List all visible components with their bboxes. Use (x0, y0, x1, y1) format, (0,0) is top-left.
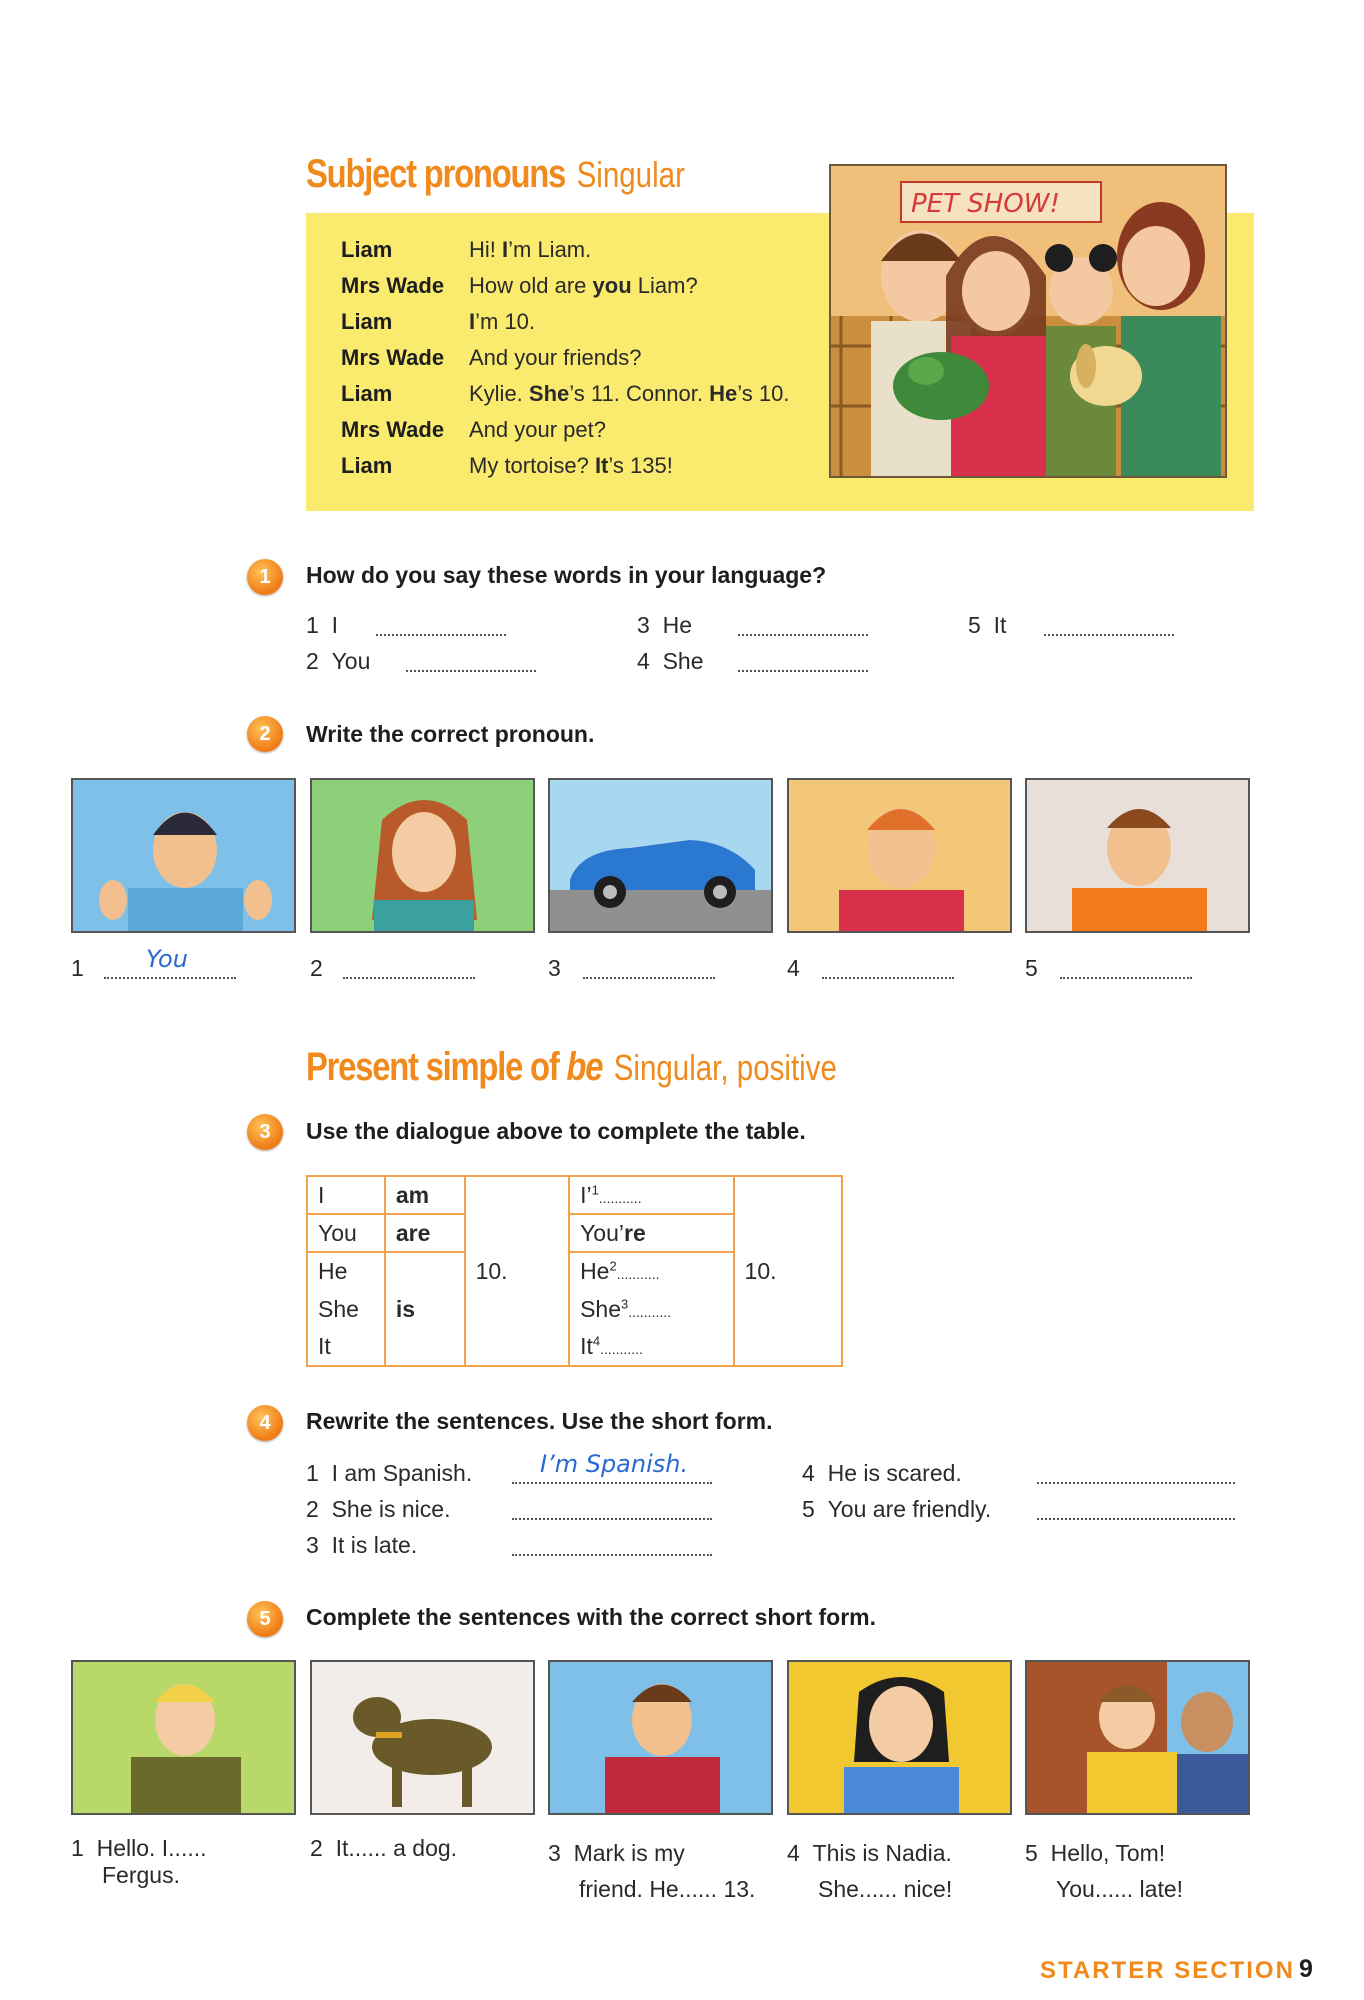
speaker: Mrs Wade (341, 417, 445, 442)
girl-image (312, 780, 535, 933)
section-title-text: Present simple of (306, 1045, 567, 1089)
line-text: And your friends? (469, 345, 642, 370)
exercise-1-badge: 1 (247, 559, 283, 595)
footer-section-label: STARTER SECTION (1040, 1957, 1295, 1984)
boy-orange-shirt-image (1027, 780, 1250, 933)
picture-nadia (787, 1660, 1012, 1815)
table-cell-short-form[interactable]: She$^3$........... (569, 1290, 733, 1328)
section-title-text: Subject pronouns (306, 152, 566, 196)
ex5-item-2: 2 It...... a dog. (310, 1835, 458, 1861)
table-cell-pronoun: He (307, 1252, 385, 1290)
ex4-handwritten-answer-1: I’m Spanish. (540, 1450, 689, 1478)
picture-boy-suit (71, 1660, 296, 1815)
ex2-number: 1 (71, 955, 84, 981)
section-title-present-simple-be (306, 1045, 837, 1090)
ex2-number: 5 (1025, 955, 1038, 981)
exercise-4-badge: 4 (247, 1405, 283, 1441)
table-cell-age: 10. (734, 1176, 842, 1366)
line-text: My tortoise? It’s 135! (469, 453, 673, 478)
boy-red-jacket-image (789, 780, 1012, 933)
ex5-item-3: 3 Mark is my friend. He...... 13. (548, 1840, 756, 1902)
dialogue-line (341, 453, 673, 489)
ex1-item: 2 You (306, 648, 371, 674)
nadia-image (789, 1662, 1012, 1815)
picture-girl (310, 778, 535, 933)
table-cell-short-form[interactable]: It$^4$........... (569, 1328, 733, 1366)
ex1-item: 3 He (637, 612, 692, 638)
table-cell-age: 10. (465, 1176, 569, 1366)
ex4-answer-line-4[interactable] (1037, 1466, 1235, 1484)
table-cell-short-form[interactable]: He$^2$........... (569, 1252, 733, 1290)
speaker: Liam (341, 237, 393, 262)
ex2-number: 2 (310, 955, 323, 981)
section-subtitle: Singular, positive (613, 1047, 837, 1088)
svg-text:PET SHOW!: PET SHOW! (911, 189, 1060, 219)
ex2-handwritten-answer-1: You (146, 945, 188, 973)
dog-image (312, 1662, 535, 1815)
dialogue-line (341, 273, 698, 309)
line-text: And your pet? (469, 417, 606, 442)
exercise-3-title: Use the dialogue above to complete the table. (306, 1118, 806, 1144)
exercise-3-badge: 3 (247, 1114, 283, 1150)
ex4-item: 2 She is nice. (306, 1496, 451, 1522)
exercise-5-badge: 5 (247, 1601, 283, 1637)
picture-mark (548, 1660, 773, 1815)
table-cell-verb: are (385, 1214, 465, 1252)
section-title-subject-pronouns (306, 152, 685, 197)
line-text: How old are you Liam? (469, 273, 698, 298)
tom-late-image (1027, 1662, 1250, 1815)
exercise-2-badge: 2 (247, 716, 283, 752)
dialogue-line (341, 417, 606, 453)
pet-show-illustration (829, 164, 1227, 478)
be-table (306, 1175, 843, 1367)
ex4-answer-line-2[interactable] (512, 1502, 712, 1520)
ex1-item: 5 It (968, 612, 1007, 638)
table-cell-short-form: You’re (569, 1214, 733, 1252)
car-image (550, 780, 773, 933)
table-cell-pronoun: She (307, 1290, 385, 1328)
table-cell-pronoun: You (307, 1214, 385, 1252)
picture-boy-red-jacket (787, 778, 1012, 933)
boy-thumbs-up-image (73, 780, 296, 933)
ex4-item: 5 You are friendly. (802, 1496, 992, 1522)
table-cell-pronoun: I (307, 1176, 385, 1214)
ex1-item: 4 She (637, 648, 704, 674)
picture-tom-late (1025, 1660, 1250, 1815)
ex2-answer-line-3[interactable] (583, 961, 715, 979)
picture-dog (310, 1660, 535, 1815)
exercise-4-title: Rewrite the sentences. Use the short form. (306, 1408, 773, 1434)
section-title-em: be (566, 1045, 603, 1089)
line-text: I’m 10. (469, 309, 536, 334)
ex5-item-1: 1 Hello. I...... Fergus. (71, 1835, 207, 1888)
pet-show-image (831, 166, 1227, 478)
ex4-item: 3 It is late. (306, 1532, 418, 1558)
picture-boy-thumbs-up (71, 778, 296, 933)
ex2-number: 3 (548, 955, 561, 981)
ex2-number: 4 (787, 955, 800, 981)
ex1-answer-line-2[interactable] (406, 654, 536, 672)
ex4-item: 1 I am Spanish. (306, 1460, 473, 1486)
table-cell-short-form[interactable]: I’$^1$........... (569, 1176, 733, 1214)
dialogue-line (341, 381, 789, 417)
ex1-answer-line-5[interactable] (1044, 618, 1174, 636)
ex4-answer-line-5[interactable] (1037, 1502, 1235, 1520)
ex1-item: 1 I (306, 612, 338, 638)
ex5-item-4: 4 This is Nadia. She...... nice! (787, 1840, 953, 1902)
ex1-answer-line-4[interactable] (738, 654, 868, 672)
ex2-answer-line-2[interactable] (343, 961, 475, 979)
speaker: Liam (341, 309, 393, 334)
ex2-answer-line-5[interactable] (1060, 961, 1192, 979)
exercise-5-title: Complete the sentences with the correct short form. (306, 1604, 877, 1630)
ex4-item: 4 He is scared. (802, 1460, 962, 1486)
exercise-1-title: How do you say these words in your language? (306, 562, 827, 588)
ex5-item-5: 5 Hello, Tom! You...... late! (1025, 1840, 1184, 1902)
ex4-answer-line-3[interactable] (512, 1538, 712, 1556)
mark-image (550, 1662, 773, 1815)
line-text: Kylie. She’s 11. Connor. He’s 10. (469, 381, 790, 406)
ex1-answer-line-1[interactable] (376, 618, 506, 636)
picture-car (548, 778, 773, 933)
ex1-answer-line-3[interactable] (738, 618, 868, 636)
dialogue-line (341, 309, 535, 345)
speaker: Mrs Wade (341, 345, 445, 370)
table-cell-pronoun: It (307, 1328, 385, 1366)
speaker: Mrs Wade (341, 273, 445, 298)
table-cell-verb: am (385, 1176, 465, 1214)
speaker: Liam (341, 453, 393, 478)
picture-boy-orange-shirt (1025, 778, 1250, 933)
dialogue-line (341, 345, 641, 381)
table-cell-verb: is (385, 1252, 465, 1366)
speaker: Liam (341, 381, 393, 406)
exercise-2-title: Write the correct pronoun. (306, 721, 595, 747)
ex2-answer-line-4[interactable] (822, 961, 954, 979)
boy-suit-image (73, 1662, 296, 1815)
dialogue-line (341, 237, 591, 273)
page-number: 9 (1299, 1955, 1313, 1983)
section-subtitle: Singular (576, 154, 685, 195)
line-text: Hi! I’m Liam. (469, 237, 592, 262)
